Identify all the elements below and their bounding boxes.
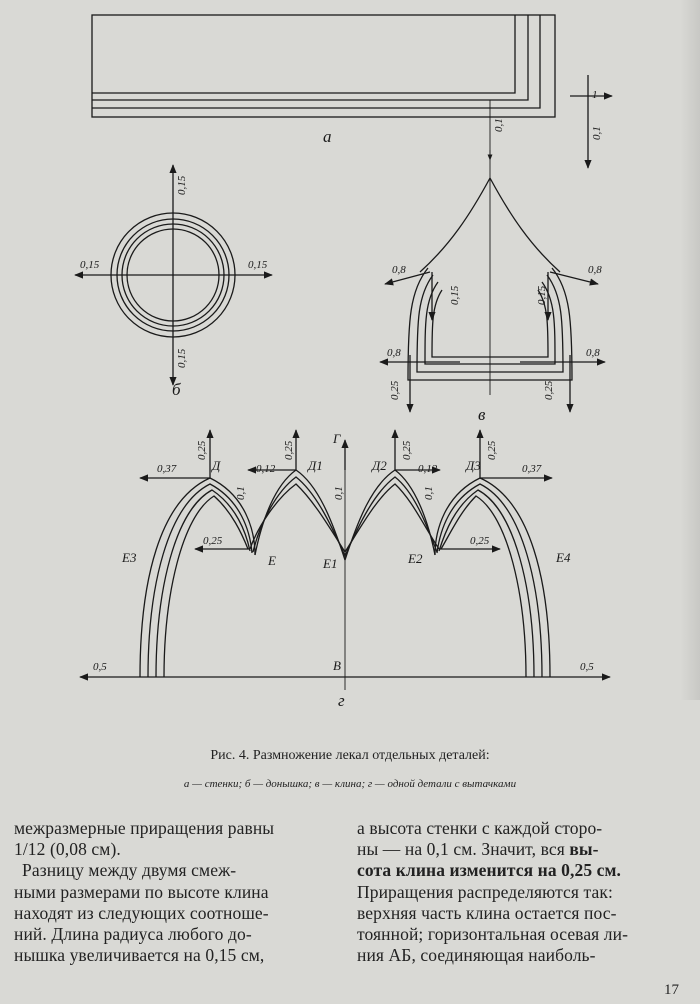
value-base-right: 0,5 <box>580 661 594 673</box>
text-line: верхняя часть клина остается пос- <box>357 902 617 923</box>
point-d1: Д1 <box>308 458 323 473</box>
wedge-left-shoulder-value: 0,8 <box>392 264 406 276</box>
value-dart1: 0,1 <box>235 486 247 500</box>
wedge-left-side-value: 0,8 <box>387 347 401 359</box>
text-line: находят из следующих соотноше- <box>14 902 269 923</box>
page-edge-shadow <box>680 0 700 700</box>
text-line: межразмерные приращения равны <box>14 818 275 838</box>
bottom-top-value: 0,15 <box>176 175 188 195</box>
text-line: нышка увеличивается на 0,15 см, <box>14 945 265 966</box>
bottom-left-value: 0,15 <box>80 259 100 271</box>
text-line: а высота стенки с каждой сторо- <box>357 818 603 838</box>
value-dart2: 0,1 <box>423 486 435 500</box>
wedge-right-inner-value: 0,15 <box>536 285 548 305</box>
wedge-label: в <box>478 405 486 424</box>
bottom-template <box>75 165 272 385</box>
value-d1-up: 0,25 <box>283 440 295 460</box>
point-e3: Е3 <box>122 550 137 565</box>
text-column-right <box>357 818 687 966</box>
text-fragment-bold: вы- <box>569 839 599 860</box>
figure-caption-title: Рис. 4. Размножение лекал отдельных деталей: <box>210 748 490 763</box>
wedge-tip-value: 0,1 <box>493 118 505 132</box>
point-e4: Е4 <box>556 550 571 565</box>
value-d2-right: 0,12 <box>418 463 438 475</box>
value-base-left: 0,5 <box>93 661 107 673</box>
point-e2: Е2 <box>408 551 423 566</box>
point-d3: Д3 <box>466 458 481 473</box>
bottom-right-value: 0,15 <box>248 259 268 271</box>
text-line: 1/12 (0,08 см). <box>14 839 121 860</box>
point-d: Д <box>212 458 221 473</box>
axis-top-label: Г <box>333 431 341 446</box>
wall-arrow-value: 0,1 <box>591 126 603 140</box>
wedge-left-down-value: 0,25 <box>389 380 401 400</box>
axis-bottom-label: В <box>333 658 341 673</box>
wedge-right-down-value: 0,25 <box>543 380 555 400</box>
wedge-left-inner-value: 0,15 <box>449 285 461 305</box>
value-d1-left: 0,12 <box>256 463 276 475</box>
value-dart-center: 0,1 <box>333 486 345 500</box>
wall-label: а <box>323 127 332 146</box>
value-d3-up: 0,25 <box>486 440 498 460</box>
value-e-left: 0,25 <box>203 535 223 547</box>
bottom-label: б <box>172 380 181 399</box>
point-e1: Е1 <box>323 556 338 571</box>
text-line-bold: сота клина изменится на 0,25 см. <box>357 860 622 881</box>
figure-caption-subtitle: а — стенки; б — донышка; в — клина; г — одной детали с вытачками <box>183 778 517 790</box>
value-d-up: 0,25 <box>196 440 208 460</box>
wedge-right-side-value: 0,8 <box>586 347 600 359</box>
point-d2: Д2 <box>372 458 387 473</box>
value-e2-right: 0,25 <box>470 535 490 547</box>
wall-template <box>92 15 612 168</box>
text-line <box>357 839 687 860</box>
wall-arrow-num: 1 <box>592 89 598 101</box>
value-d3-right: 0,37 <box>522 463 542 475</box>
bottom-bottom-value: 0,15 <box>176 348 188 368</box>
text-line: ния АБ, соединяющая наиболь- <box>357 945 596 966</box>
wedge-template <box>380 100 605 412</box>
point-e: Е <box>268 553 276 568</box>
text-fragment: ны — на 0,1 см. Значит, вся <box>357 839 570 860</box>
part-label: г <box>338 691 345 710</box>
text-column-left <box>14 818 334 966</box>
value-d2-up: 0,25 <box>401 440 413 460</box>
page-number: 17 <box>664 982 679 998</box>
wedge-right-shoulder-value: 0,8 <box>588 264 602 276</box>
text-line: тоянной; горизонтальная осевая ли- <box>357 924 629 945</box>
text-line: Приращения распределяются так: <box>357 881 613 902</box>
text-line: Разницу между двумя смеж- <box>22 860 237 881</box>
text-line: ными размерами по высоте клина <box>14 881 269 902</box>
text-line: ний. Длина радиуса любого до- <box>14 924 252 945</box>
value-d-left: 0,37 <box>157 463 177 475</box>
